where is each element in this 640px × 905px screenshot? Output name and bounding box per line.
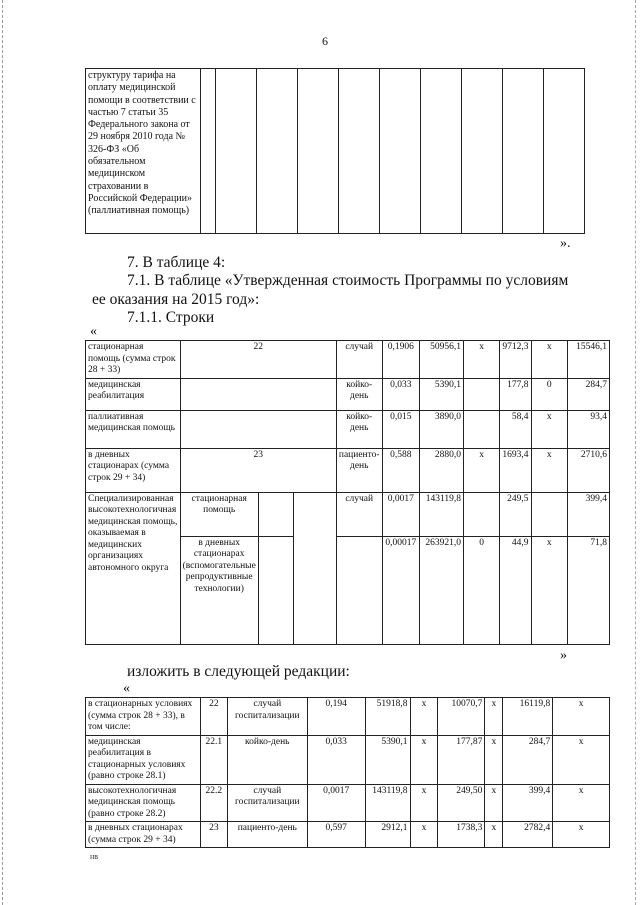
row-name: стационарная помощь (сумма строк 28 + 33) xyxy=(86,341,181,379)
row-cost: 2912,1 xyxy=(365,822,410,848)
page-number: 6 xyxy=(322,34,328,48)
top-table-cell xyxy=(216,69,257,234)
row-cost: 50956,1 xyxy=(420,341,464,379)
row-sum: 15546,1 xyxy=(567,341,609,379)
paragraph-rows: 7.1.1. Строки xyxy=(127,309,215,326)
top-table-cell xyxy=(503,69,544,234)
row-x: х xyxy=(553,698,610,736)
top-table-cell xyxy=(339,69,380,234)
row-unit xyxy=(336,536,382,644)
row-norm: 0,033 xyxy=(307,735,365,784)
row-cost: 263921,0 xyxy=(420,536,464,644)
row-per-capita: 44,9 xyxy=(500,536,531,644)
top-table-cell xyxy=(421,69,462,234)
top-table-cell xyxy=(200,69,216,234)
open-quote: « xyxy=(123,681,130,696)
row-number: 22 xyxy=(200,698,227,736)
row-zero: 0 xyxy=(531,378,567,410)
row-x: х xyxy=(410,822,438,848)
row-name: медицинская реабилитация в стационарных условиях (равно строке 28.1) xyxy=(86,735,201,784)
row-x: х xyxy=(531,448,567,492)
table-row xyxy=(86,410,610,448)
row-sum: 2710,6 xyxy=(567,448,609,492)
row-norm: 0,194 xyxy=(307,698,365,736)
row-number: 22.2 xyxy=(200,784,227,822)
row-x: х xyxy=(553,784,610,822)
top-table-cell xyxy=(298,69,339,234)
row-unit: койко-день xyxy=(336,410,382,448)
table-row xyxy=(86,378,610,410)
row-sum: 16119,8 xyxy=(503,698,553,736)
row-subname: в дневных стационарах (вспомогательные репродуктивные технологии) xyxy=(180,536,258,644)
row-cost: 5390,1 xyxy=(420,378,464,410)
row-x: х xyxy=(531,536,567,644)
close-quote: ». xyxy=(560,236,571,251)
row-name: Специализированная высокотехнологичная медицинская помощь, оказываемая в медицинских организациях автономного округа xyxy=(86,492,181,644)
row-number: 22.1 xyxy=(200,735,227,784)
row-x: х xyxy=(531,410,567,448)
row-x: х xyxy=(463,341,499,379)
row-norm: 0,033 xyxy=(382,378,419,410)
row-unit: случай госпитализации xyxy=(227,698,307,736)
row-norm: 0,0017 xyxy=(382,492,419,536)
table-row xyxy=(86,492,610,536)
row-unit: пациенто-день xyxy=(336,448,382,492)
row-x: х xyxy=(410,784,438,822)
row-unit: случай xyxy=(336,492,382,536)
row-x: х xyxy=(463,448,499,492)
row-norm: 0,1906 xyxy=(382,341,419,379)
row-x xyxy=(531,492,567,536)
row-x xyxy=(463,378,499,410)
row-cost: 3890,0 xyxy=(420,410,464,448)
old-rows-table xyxy=(85,340,610,645)
page-edge-left xyxy=(2,0,4,905)
row-x: х xyxy=(485,784,503,822)
new-rows-table xyxy=(85,697,610,848)
table-row xyxy=(86,698,610,736)
top-table-cell xyxy=(380,69,421,234)
row-cost: 51918,8 xyxy=(365,698,410,736)
row-zero: 0 xyxy=(463,536,499,644)
row-norm: 0,597 xyxy=(307,822,365,848)
row-x xyxy=(463,492,499,536)
row-per-capita: 9712,3 xyxy=(500,341,531,379)
table-row xyxy=(86,448,610,492)
row-cell xyxy=(294,492,337,644)
row-unit: случай госпитализации xyxy=(227,784,307,822)
top-table xyxy=(85,68,585,234)
row-per-capita: 58,4 xyxy=(500,410,531,448)
row-sum: 399,4 xyxy=(567,492,609,536)
row-norm: 0,588 xyxy=(382,448,419,492)
row-sum: 284,7 xyxy=(567,378,609,410)
row-x: х xyxy=(553,735,610,784)
row-per-capita: 177,87 xyxy=(438,735,485,784)
row-name: высокотехнологичная медицинская помощь (равно строке 28.2) xyxy=(86,784,201,822)
close-quote: » xyxy=(560,648,567,663)
row-x: х xyxy=(485,735,503,784)
top-table-cell xyxy=(462,69,503,234)
row-sum: 284,7 xyxy=(503,735,553,784)
row-number: 23 xyxy=(200,822,227,848)
row-number xyxy=(180,410,336,448)
row-per-capita: 10070,7 xyxy=(438,698,485,736)
top-table-cell xyxy=(257,69,298,234)
row-number: 22 xyxy=(180,341,336,379)
row-number: 23 xyxy=(180,448,336,492)
row-subname: стационарная помощь xyxy=(180,492,258,536)
row-unit: койко-день xyxy=(227,735,307,784)
row-per-capita: 1738,3 xyxy=(438,822,485,848)
row-norm: 0,0017 xyxy=(307,784,365,822)
top-table-cell xyxy=(544,69,585,234)
row-sum: 93,4 xyxy=(567,410,609,448)
page-edge-right xyxy=(635,0,637,905)
row-cell xyxy=(258,492,293,536)
paragraph-new-edition: изложить в следующей редакции: xyxy=(127,663,350,680)
footer-mark: нв xyxy=(90,852,99,861)
row-sum: 71,8 xyxy=(567,536,609,644)
row-per-capita: 1693,4 xyxy=(500,448,531,492)
table-row xyxy=(86,822,610,848)
row-x: х xyxy=(531,341,567,379)
row-x: х xyxy=(485,698,503,736)
row-unit: случай xyxy=(336,341,382,379)
paragraph-table-title: 7.1. В таблице «Утвержденная стоимость Программы по условиям ее оказания на 2015 год»: xyxy=(92,272,569,308)
table-row xyxy=(86,735,610,784)
row-number xyxy=(180,378,336,410)
open-quote: « xyxy=(90,324,97,339)
row-unit: пациенто-день xyxy=(227,822,307,848)
row-name: медицинская реабилитация xyxy=(86,378,181,410)
row-unit: койко-день xyxy=(336,378,382,410)
row-cost: 143119,8 xyxy=(365,784,410,822)
row-x: х xyxy=(553,822,610,848)
row-per-capita: 177,8 xyxy=(500,378,531,410)
row-cell xyxy=(258,536,293,644)
row-norm: 0,015 xyxy=(382,410,419,448)
row-per-capita: 249,5 xyxy=(500,492,531,536)
row-x: х xyxy=(410,698,438,736)
row-cost: 2880,0 xyxy=(420,448,464,492)
row-name: паллиативная медицинская помощь xyxy=(86,410,181,448)
row-per-capita: 249,50 xyxy=(438,784,485,822)
table-row xyxy=(86,784,610,822)
top-table-text: структуру тарифа на оплату медицинской помощи в соответствии с частью 7 статьи 35 Федерального закона от 29 ноября 2010 года № 326-ФЗ «Об обязательном медицинском страховании в Российской Федерации» (паллиативная помощь) xyxy=(86,69,201,234)
row-name: в дневных стационарах (сумма строк 29 + 34) xyxy=(86,448,181,492)
table-row xyxy=(86,341,610,379)
paragraph-table4: 7. В таблице 4: xyxy=(127,254,226,271)
row-x xyxy=(463,410,499,448)
row-name: в дневных стационарах (сумма строк 29 + 34) xyxy=(86,822,201,848)
row-sum: 2782,4 xyxy=(503,822,553,848)
row-x: х xyxy=(410,735,438,784)
row-x: х xyxy=(485,822,503,848)
row-sum: 399,4 xyxy=(503,784,553,822)
row-cost: 143119,8 xyxy=(420,492,464,536)
row-norm: 0,00017 xyxy=(382,536,419,644)
row-cost: 5390,1 xyxy=(365,735,410,784)
row-name: в стационарных условиях (сумма строк 28 + 33), в том числе: xyxy=(86,698,201,736)
